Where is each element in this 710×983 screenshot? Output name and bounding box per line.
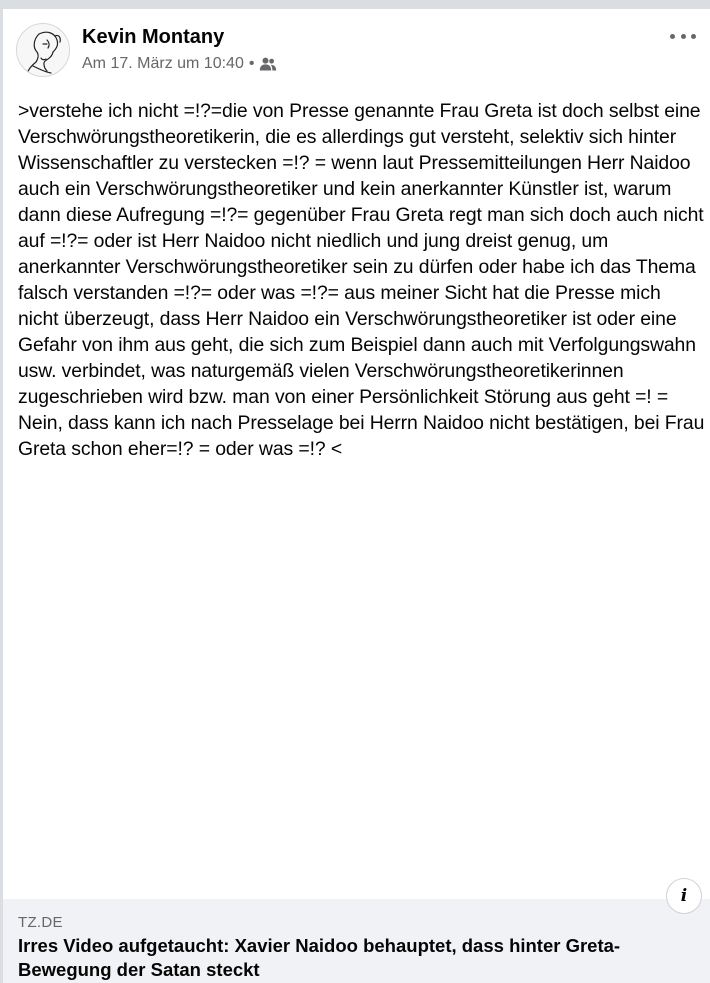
more-dot <box>670 34 675 39</box>
more-dot <box>691 34 696 39</box>
post-card <box>3 9 710 983</box>
post-header <box>16 23 710 83</box>
avatar-sketch-icon <box>17 24 70 77</box>
more-dot <box>681 34 686 39</box>
author-name[interactable]: Kevin Montany <box>82 26 225 48</box>
post-meta <box>82 55 277 73</box>
link-preview[interactable] <box>3 899 710 983</box>
meta-separator: • <box>248 55 255 72</box>
friends-icon[interactable] <box>259 57 277 71</box>
link-title[interactable]: Irres Video aufgetaucht: Xavier Naidoo behauptet, dass hinter Greta-Bewegung der Satan steckt <box>18 935 621 980</box>
post-timestamp[interactable]: Am 17. März um 10:40 <box>82 55 244 72</box>
more-options-icon[interactable] <box>670 27 696 45</box>
link-domain: TZ.DE <box>18 914 63 931</box>
avatar[interactable] <box>16 23 70 77</box>
post-text: >verstehe ich nicht =!?=die von Presse genannte Frau Greta ist doch selbst eine Verschwörungstheoretikerin, die es allerdings gut versteht, selektiv sich hinter Wissenschaftler zu verstecken =!? = wenn laut Pressemitteilungen Herr Naidoo auch ein Verschwörungstheoretiker und kein anerkannter Künstler ist, warum dann diese Aufregung =!?= gegenüber Frau Greta regt man sich doch auch nicht auf =!?= oder ist Herr Naidoo nicht niedlich und jung dreist genug, um anerkannter Verschwörungstheoretiker sein zu dürfen oder habe ich das Thema falsch verstanden =!?= oder was =!?= aus meiner Sicht hat die Presse mich nicht überzeugt, dass Herr Naidoo ein Verschwörungstheoretiker ist oder eine Gefahr von ihm aus geht, die sich zum Beispiel dann auch mit Verfolgungswahn usw. verbindet, was naturgemäß vielen Verschwörungstheoretikerinnen zugeschrieben wird bzw. man von einer Persönlichkeit Störung aus geht =! = Nein, dass kann ich nach Presselage bei Herrn Naidoo nicht bestätigen, bei Frau Greta schon eher=!? = oder was =!? < <box>18 100 705 460</box>
info-icon[interactable]: i <box>666 878 702 914</box>
